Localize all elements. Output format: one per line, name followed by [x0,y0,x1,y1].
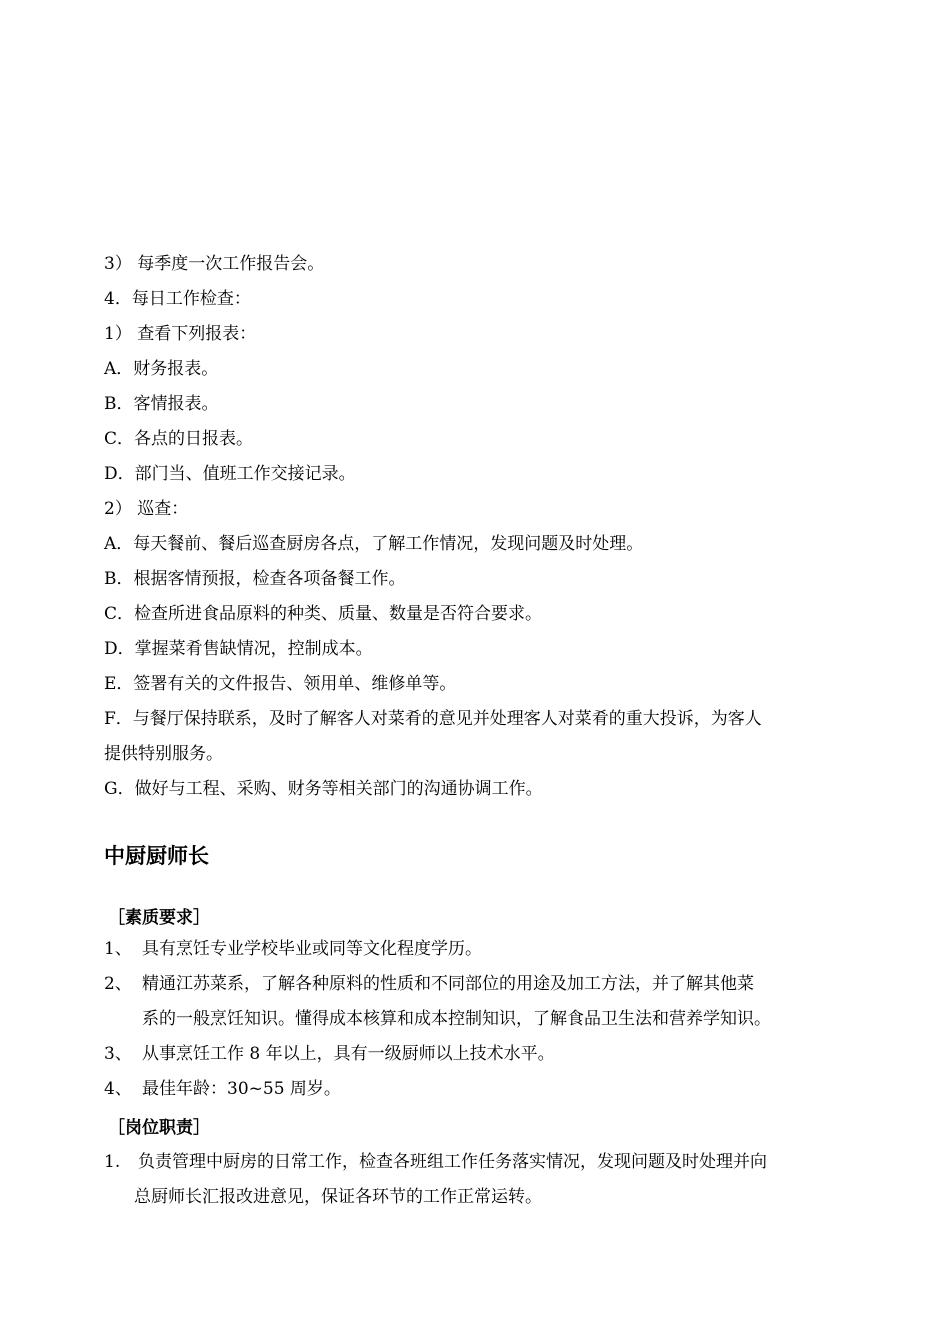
text-line: 4．每日工作检查： [104,289,251,309]
text-line: F．与餐厅保持联系，及时了解客人对菜肴的意见并处理客人对菜肴的重大投诉，为客人 [104,709,762,729]
section-title: 中厨厨师长 [104,844,209,868]
list-item-text: 具有烹饪专业学校毕业或同等文化程度学历。 [142,939,482,959]
list-item-text: 从事烹饪工作 8 年以上，具有一级厨师以上技术水平。 [142,1044,555,1064]
text-line: A．每天餐前、餐后巡查厨房各点，了解工作情况，发现问题及时处理。 [104,534,644,554]
text-line: 3） 每季度一次工作报告会。 [104,254,325,274]
list-item-continuation: 总厨师长汇报改进意见，保证各环节的工作正常运转。 [134,1187,542,1207]
text-line: G．做好与工程、采购、财务等相关部门的沟通协调工作。 [104,779,543,799]
qualifications-heading: ［素质要求］ [108,908,210,928]
text-line: D．部门当、值班工作交接记录。 [104,464,356,484]
list-item-number: 1、 [104,939,132,959]
list-item-continuation: 系的一般烹饪知识。懂得成本核算和成本控制知识，了解食品卫生法和营养学知识。 [142,1009,771,1029]
list-item-number: 4、 [104,1079,132,1099]
text-line: C．检查所进食品原料的种类、质量、数量是否符合要求。 [104,604,543,624]
text-line: 提供特别服务。 [104,744,223,764]
list-item-number: 1. [104,1152,121,1172]
text-line: D．掌握菜肴售缺情况，控制成本。 [104,639,373,659]
list-item-text: 精通江苏菜系，了解各种原料的性质和不同部位的用途及加工方法，并了解其他菜 [142,974,754,994]
list-item-text: 负责管理中厨房的日常工作，检查各班组工作任务落实情况，发现问题及时处理并向 [138,1152,767,1172]
text-line: E．签署有关的文件报告、领用单、维修单等。 [104,674,457,694]
text-line: C．各点的日报表。 [104,429,254,449]
list-item-text: 最佳年龄：30~55 周岁。 [142,1079,341,1099]
text-line: 1） 查看下列报表： [104,324,257,344]
list-item-number: 2、 [104,974,132,994]
text-line: 2） 巡查： [104,499,189,519]
duties-heading: ［岗位职责］ [108,1118,210,1138]
text-line: A．财务报表。 [104,359,219,379]
list-item-number: 3、 [104,1044,132,1064]
text-line: B．客情报表。 [104,394,219,414]
text-line: B．根据客情预报，检查各项备餐工作。 [104,569,406,589]
